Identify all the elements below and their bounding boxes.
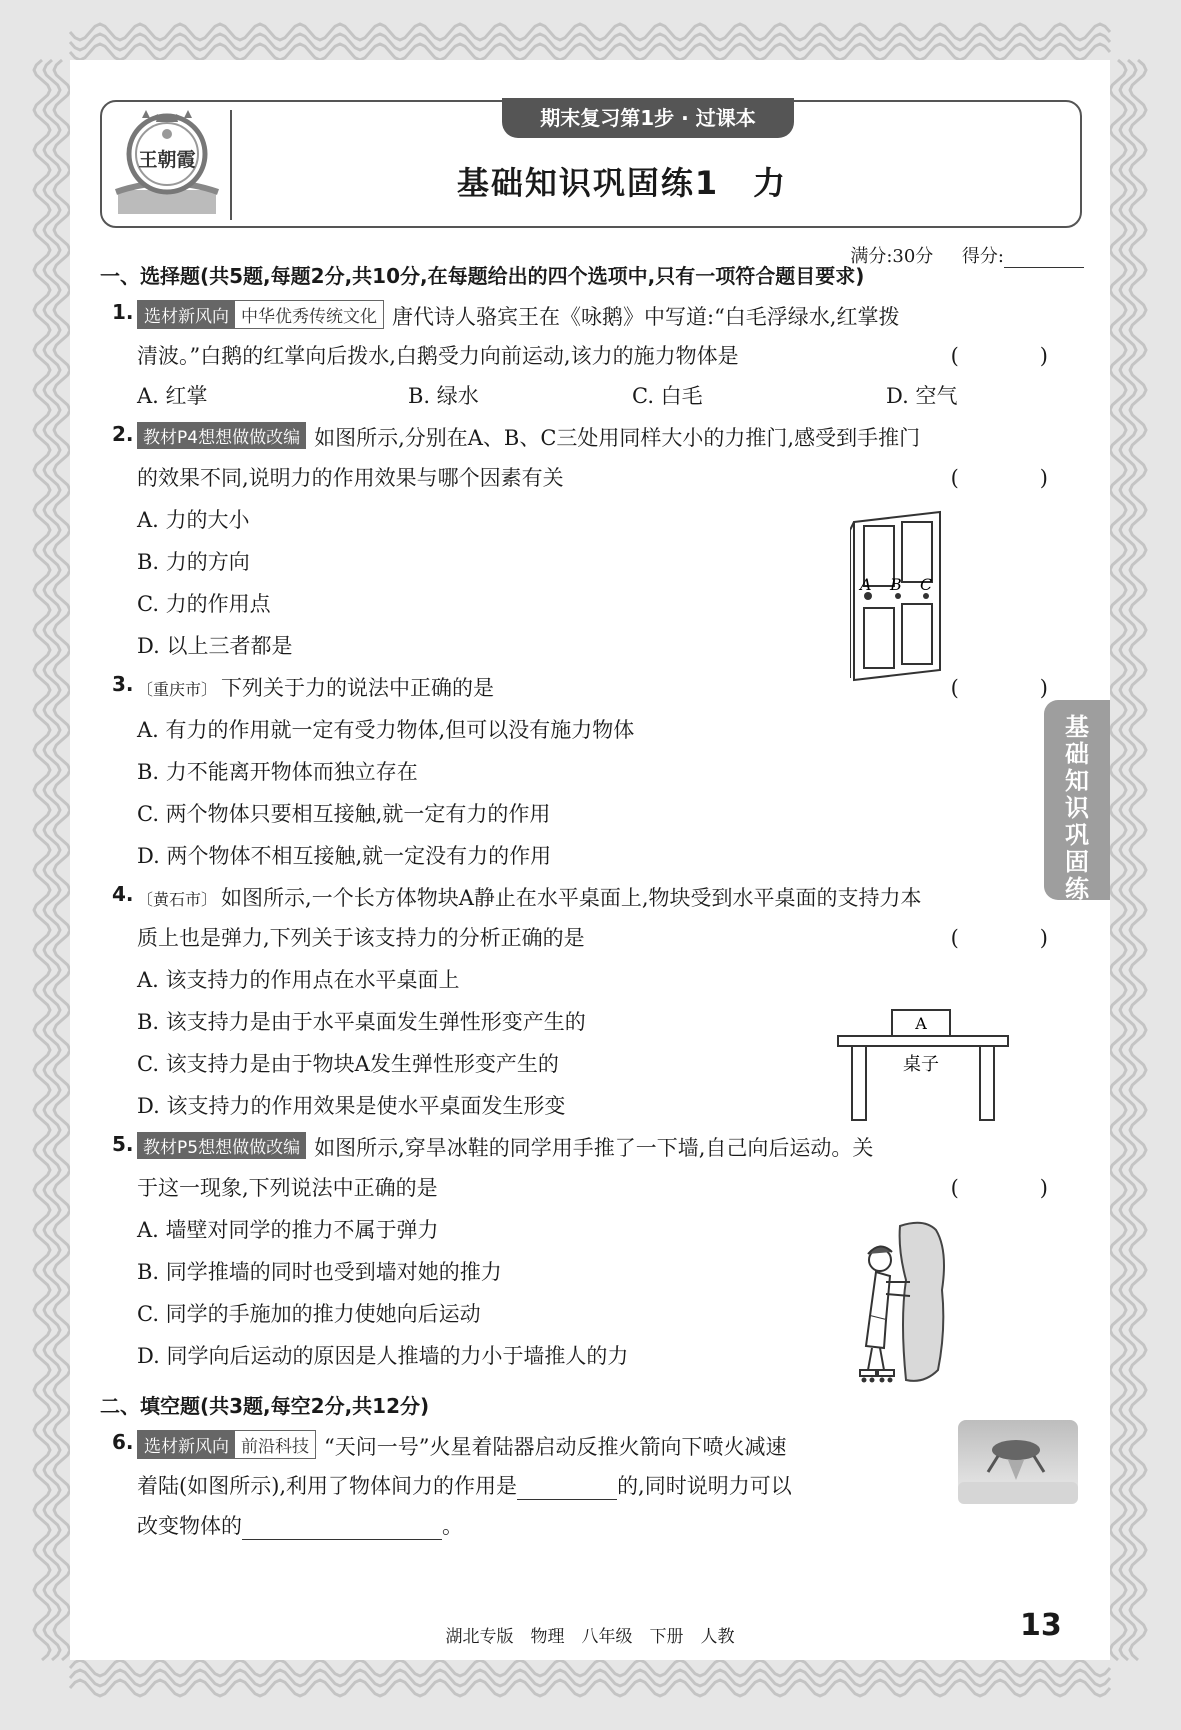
option-d[interactable]: D. 该支持力的作用效果是使水平桌面发生形变 — [137, 1094, 566, 1118]
wavy-border-line — [34, 60, 50, 1660]
answer-blank[interactable] — [242, 1518, 442, 1540]
question-text: 教材P5想想做做改编 如图所示,穿旱冰鞋的同学用手推了一下墙,自己向后运动。关 — [137, 1132, 873, 1162]
option-c[interactable]: C. 同学的手施加的推力使她向后运动 — [137, 1302, 481, 1326]
review-step-tab: 期末复习第1步 · 过课本 — [502, 98, 794, 138]
question-number: 1. — [112, 300, 134, 324]
question-tag: 教材P5想想做做改编 — [137, 1132, 306, 1159]
skater-pushing-wall-figure — [854, 1220, 964, 1386]
option-d[interactable]: D. 同学向后运动的原因是人推墙的力小于墙推人的力 — [137, 1344, 629, 1368]
question-number: 6. — [112, 1430, 134, 1454]
section-title-choice: 一、选择题(共5题,每题2分,共10分,在每题给出的四个选项中,只有一项符合题目要求) — [100, 264, 865, 288]
svg-text:王朝霞: 王朝霞 — [138, 149, 196, 171]
svg-text:B: B — [890, 575, 902, 594]
option-c[interactable]: C. 白毛 — [632, 384, 703, 408]
question-text: 教材P4想想做做改编 如图所示,分别在A、B、C三处用同样大小的力推门,感受到手推门 — [137, 422, 920, 452]
question-text: 清波。”白鹅的红掌向后拨水,白鹅受力向前运动,该力的施力物体是 — [137, 344, 739, 368]
region-tag: 〔重庆市〕 — [137, 680, 218, 699]
full-score: 满分:30分 — [850, 246, 934, 267]
question-tag: 选材新风向 前沿科技 — [137, 1430, 316, 1459]
option-b[interactable]: B. 力不能离开物体而独立存在 — [137, 760, 418, 784]
option-d[interactable]: D. 空气 — [886, 384, 958, 408]
question-number: 5. — [112, 1132, 134, 1156]
score-blank[interactable] — [1004, 248, 1084, 268]
score-label: 得分: — [961, 246, 1004, 267]
page-number: 13 — [1020, 1608, 1062, 1643]
question-text: 选材新风向 前沿科技 “天问一号”火星着陆器启动反推火箭向下喷火减速 — [137, 1430, 786, 1461]
option-c[interactable]: C. 力的作用点 — [137, 592, 271, 616]
logo-divider — [230, 110, 232, 220]
svg-text:桌子: 桌子 — [903, 1054, 939, 1075]
score-line — [850, 242, 1084, 268]
question-text: 选材新风向 中华优秀传统文化 唐代诗人骆宾王在《咏鹅》中写道:“白毛浮绿水,红掌拨 — [137, 300, 899, 331]
wavy-border-line — [54, 60, 70, 1660]
option-b[interactable]: B. 该支持力是由于水平桌面发生弹性形变产生的 — [137, 1010, 586, 1034]
wavy-border-line — [1130, 60, 1146, 1660]
svg-text:A: A — [860, 575, 872, 594]
question-text: 于这一现象,下列说法中正确的是 — [137, 1176, 438, 1200]
door-figure — [850, 510, 950, 682]
region-tag: 〔黄石市〕 — [137, 890, 218, 909]
question-text: 质上也是弹力,下列关于该支持力的分析正确的是 — [137, 926, 585, 950]
option-b[interactable]: B. 绿水 — [408, 384, 479, 408]
question-tag: 教材P4想想做做改编 — [137, 422, 306, 449]
question-number: 2. — [112, 422, 134, 446]
wavy-border-line — [1120, 60, 1136, 1660]
page-title: 基础知识巩固练1 力 — [456, 164, 788, 202]
option-a[interactable]: A. 力的大小 — [137, 508, 250, 532]
wavy-border-line — [44, 60, 60, 1660]
option-b[interactable]: B. 力的方向 — [137, 550, 250, 574]
option-a[interactable]: A. 墙壁对同学的推力不属于弹力 — [137, 1218, 439, 1242]
svg-text:C: C — [920, 575, 933, 594]
answer-bracket[interactable]: ( ) — [950, 1176, 1078, 1200]
question-text: 着陆(如图所示),利用了物体间力的作用是 的,同时说明力可以 — [137, 1474, 792, 1498]
option-a[interactable]: A. 该支持力的作用点在水平桌面上 — [137, 968, 460, 992]
publisher-logo — [112, 108, 222, 220]
mars-lander-photo — [958, 1420, 1078, 1504]
worksheet-page — [70, 60, 1110, 1660]
answer-bracket[interactable]: ( ) — [950, 926, 1078, 950]
question-text: 〔黄石市〕 如图所示,一个长方体物块A静止在水平桌面上,物块受到水平桌面的支持力本 — [137, 886, 922, 910]
question-tag: 选材新风向 中华优秀传统文化 — [137, 300, 384, 329]
section-title-fill: 二、填空题(共3题,每空2分,共12分) — [100, 1394, 430, 1418]
option-c[interactable]: C. 该支持力是由于物块A发生弹性形变产生的 — [137, 1052, 559, 1076]
answer-bracket[interactable]: ( ) — [950, 676, 1078, 700]
question-text: 改变物体的 。 — [137, 1514, 463, 1538]
answer-bracket[interactable]: ( ) — [950, 466, 1078, 490]
option-a[interactable]: A. 红掌 — [137, 384, 208, 408]
question-text: 〔重庆市〕 下列关于力的说法中正确的是 — [137, 676, 495, 700]
question-number: 4. — [112, 882, 134, 906]
svg-text:A: A — [915, 1014, 927, 1033]
side-tab-label: 基础知识巩固练 — [1065, 713, 1089, 903]
header-box — [100, 100, 1082, 228]
answer-blank[interactable] — [517, 1478, 617, 1500]
wavy-border-line — [1110, 60, 1126, 1660]
option-c[interactable]: C. 两个物体只要相互接触,就一定有力的作用 — [137, 802, 551, 826]
option-d[interactable]: D. 两个物体不相互接触,就一定没有力的作用 — [137, 844, 552, 868]
question-text: 的效果不同,说明力的作用效果与哪个因素有关 — [137, 466, 564, 490]
option-a[interactable]: A. 有力的作用就一定有受力物体,但可以没有施力物体 — [137, 718, 635, 742]
option-b[interactable]: B. 同学推墙的同时也受到墙对她的推力 — [137, 1260, 502, 1284]
side-tab — [1044, 700, 1110, 903]
answer-bracket[interactable]: ( ) — [950, 344, 1078, 368]
question-number: 3. — [112, 672, 134, 696]
table-figure — [836, 1008, 1012, 1124]
option-d[interactable]: D. 以上三者都是 — [137, 634, 293, 658]
footer-info: 湖北专版 物理 八年级 下册 人教 — [445, 1627, 735, 1647]
